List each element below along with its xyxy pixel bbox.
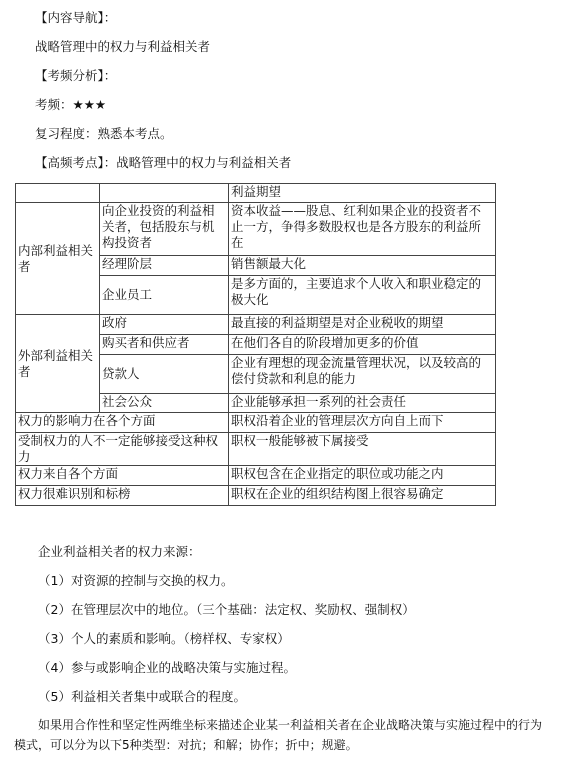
freq-label: 【考频分析】： <box>35 68 117 83</box>
table-row <box>16 413 496 433</box>
expectation-cell: 资本收益——股息、红利如果企业的投资者不止一方，争得多数股权也是各方股东的利益所在 <box>229 203 496 256</box>
source-item: （4）参与或影响企业的战略决策与实施过程。 <box>38 660 296 675</box>
nav-label: 【内容导航】： <box>35 10 117 25</box>
internal-group-cell: 内部利益相关者 <box>16 203 100 315</box>
nav-value: 战略管理中的权力与利益相关者 <box>35 39 211 54</box>
table-header-row <box>16 184 496 203</box>
expectation-cell: 在他们各自的阶段增加更多的价值 <box>229 335 496 355</box>
freq-line <box>35 97 106 113</box>
closing-line-1: 如果用合作性和坚定性两维坐标来描述企业某一利益相关者在企业战略决策与实施过程中的行为 <box>38 718 543 732</box>
expectation-cell: 销售额最大化 <box>229 256 496 276</box>
source-item: （3）个人的素质和影响。（榜样权、专家权） <box>38 631 290 646</box>
authority-cell: 职权一般能够被下属接受 <box>229 433 496 466</box>
freq-stars: ★★★ <box>72 97 107 112</box>
table-row <box>16 466 496 486</box>
review-text: 复习程度：熟悉本考点。 <box>35 126 173 141</box>
table-cell <box>16 184 100 203</box>
external-group-cell: 外部利益相关者 <box>16 315 100 413</box>
freq-text: 考频： <box>35 97 73 112</box>
sources-intro: 企业利益相关者的权力来源： <box>38 544 201 559</box>
authority-cell: 职权沿着企业的管理层次方向自上而下 <box>229 413 496 433</box>
table-header-cell: 利益期望 <box>229 184 496 203</box>
power-cell: 受制权力的人不一定能够接受这种权力 <box>16 433 229 466</box>
source-item: （2）在管理层次中的地位。（三个基础：法定权、奖励权、强制权） <box>38 602 415 617</box>
stakeholder-name-cell: 购买者和供应者 <box>100 335 229 355</box>
source-item: （1）对资源的控制与交换的权力。 <box>38 573 234 588</box>
stakeholder-name-cell: 经理阶层 <box>100 256 229 276</box>
stakeholder-name-cell: 贷款人 <box>100 355 229 394</box>
expectation-cell: 企业有理想的现金流量管理状况，以及较高的偿付贷款和利息的能力 <box>229 355 496 394</box>
expectation-cell: 最直接的利益期望是对企业税收的期望 <box>229 315 496 335</box>
power-cell: 权力来自各个方面 <box>16 466 229 486</box>
table-row <box>16 315 496 335</box>
authority-cell: 职权在企业的组织结构图上很容易确定 <box>229 486 496 506</box>
authority-cell: 职权包含在企业指定的职位或功能之内 <box>229 466 496 486</box>
stakeholder-name-cell: 政府 <box>100 315 229 335</box>
source-item: （5）利益相关者集中或联合的程度。 <box>38 689 246 704</box>
stakeholder-name-cell: 企业员工 <box>100 276 229 315</box>
stakeholder-name-cell: 社会公众 <box>100 394 229 413</box>
expectation-cell: 是多方面的，主要追求个人收入和职业稳定的极大化 <box>229 276 496 315</box>
stakeholder-table <box>15 183 496 506</box>
table-row <box>16 433 496 466</box>
table-row <box>16 203 496 256</box>
power-cell: 权力很难识别和标榜 <box>16 486 229 506</box>
hot-label: 【高频考点】：战略管理中的权力与利益相关者 <box>35 155 292 170</box>
power-cell: 权力的影响力在各个方面 <box>16 413 229 433</box>
expectation-cell: 企业能够承担一系列的社会责任 <box>229 394 496 413</box>
closing-line-2: 模式，可以分为以下5种类型：对抗；和解；协作；折中；规避。 <box>14 738 358 752</box>
table-row <box>16 486 496 506</box>
table-cell <box>100 184 229 203</box>
stakeholder-name-cell: 向企业投资的利益相关者，包括股东与机构投资者 <box>100 203 229 256</box>
